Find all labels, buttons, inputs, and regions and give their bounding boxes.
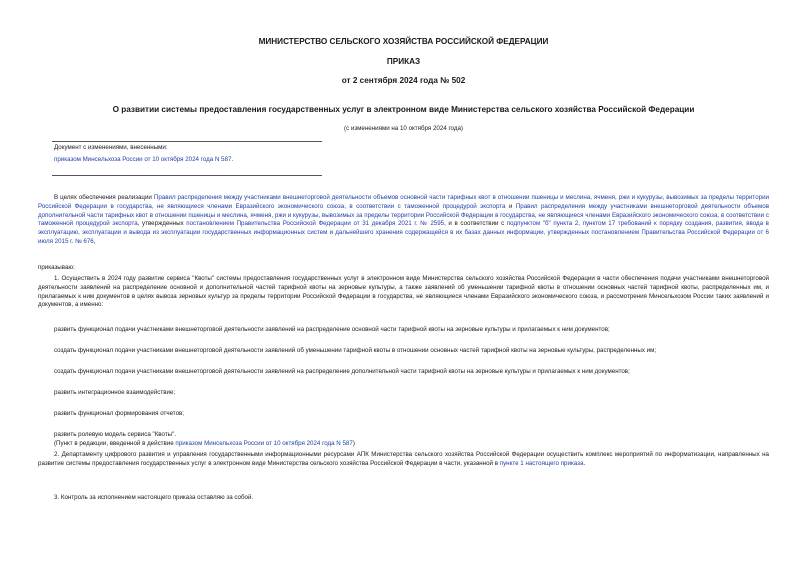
date-number: от 2 сентября 2024 года № 502	[341, 76, 466, 85]
item-2-link[interactable]: пункте 1 настоящего приказа	[499, 459, 584, 467]
preamble-link-rules-additional[interactable]: Правил распределения между участниками внешнеторговой деятельности объемов дополнительной части тарифных квот в отношении пшеницы и меслина, ячменя, ржи и кукурузы, вывозимых за пределы территории Российской Федерации в государства, не являющиеся членами Евразийского экономического союза, в соответствии с таможенной процедурой экспорта	[38, 202, 769, 228]
subitem-5: развить функционал формирования отчетов;	[54, 410, 185, 417]
item-3: 3. Контроль за исполнением настоящего приказа оставляю за собой.	[54, 494, 254, 501]
amendment-text-2: )	[352, 440, 355, 447]
item-1: 1. Осуществить в 2024 году развитие сервиса "Квоты" системы предоставления государственных услуг в электронном виде Министерства сельского хозяйства Российской Федерации в части обеспечения подачи участниками внешнеторговой деятельности заявлений на распределение основной и дополнительной частей тарифной квоты на зерновые культуры, а также заявлений об уменьшении тарифной квоты в отношении основных частей тарифной квоты, распределенных им, и прилагаемых к ним документов в целях вывоза зерновых культур за пределы территории Российской Федерации в государства, не являющиеся членами Евразийского экономического союза, и рассмотрения Минсельхозом России таких заявлений и документов, а именно:	[38, 275, 769, 309]
amendment-note	[38, 440, 769, 449]
document-title: О развитии системы предоставления государственных услуг в электронном виде Министерства сельского хозяйства Российской Федерации	[112, 105, 695, 114]
changes-label: Документ с изменениями, внесенными:	[54, 144, 168, 151]
changes-line	[52, 153, 322, 169]
preamble-link-resolution-2595[interactable]: постановлением Правительства Российской Федерации от 31 декабря 2021 г. № 2595	[186, 220, 445, 228]
item-2-text-2: .	[583, 459, 586, 467]
amendment-link[interactable]: приказом Минсельхоза России от 10 октября 2024 года N 587	[175, 440, 353, 447]
subitem-2: создать функционал подачи участниками внешнеторговой деятельности заявлений об уменьшении тарифной квоты в отношении основных частей тарифной квоты на зерновые культуры, распределенных им;	[54, 347, 657, 354]
preamble-text-1: В целях обеспечения реализации	[54, 194, 154, 201]
amendment-text-1: (Пункт в редакции, введенной в действие	[54, 440, 176, 447]
subitem-6: развить ролевую модель сервиса "Квоты".	[54, 431, 177, 438]
ministry-heading: МИНИСТЕРСТВО СЕЛЬСКОГО ХОЗЯЙСТВА РОССИЙСКОЙ ФЕДЕРАЦИИ	[258, 37, 549, 46]
subitem-3: создать функционал подачи участниками внешнеторговой деятельности заявлений на распределение дополнительной части тарифной квоты на зерновые культуры и прилагаемых к ним документов;	[54, 368, 630, 375]
item-2-text-1: 2. Департаменту цифрового развития и управления государственными информационными ресурсами АПК Министерства сельского хозяйства Российской Федерации осуществить комплекс мероприятий по информатизации, направленных на развитие системы предоставления государственных услуг в электронном виде Министерства сельского хозяйства Российской Федерации в части, указанной в	[38, 451, 769, 467]
changes-box-bottom-rule	[52, 175, 322, 176]
changes-link[interactable]: приказом Минсельхоза России от 10 октября 2024 года N 587	[54, 155, 232, 163]
doc-type: ПРИКАЗ	[386, 57, 421, 66]
preamble-link-requirements-676[interactable]: подпунктом "б" пункта 2, пунктом 17 требований к порядку создания, развития, ввода в эксплуатацию, эксплуатации и вывода из эксплуатации государственных информационных систем и дальнейшего хранения содержащейся в их базах данных информации, утвержденных постановлением Правительства Российской Федерации от 6 июля 2015 г. № 676	[38, 220, 769, 245]
subitem-1: развить функционал подачи участниками внешнеторговой деятельности заявлений на распределение основной части тарифной квоты на зерновые культуры и прилагаемых к ним документов;	[54, 326, 610, 333]
order-word: приказываю:	[38, 264, 75, 271]
preamble-link-rules-main[interactable]: Правил распределения между участниками внешнеторговой деятельности объемов основной части тарифных квот в отношении пшеницы и меслина, ячменя, ржи и кукурузы, вывозимых за пределы территории Российской Федерации в государства, не являющиеся членами Евразийского экономического союза, в соответствии с таможенной процедурой экспорта	[38, 194, 769, 210]
preamble-text-2: и	[505, 202, 516, 210]
preamble-paragraph	[38, 194, 769, 247]
subitem-4: развить интеграционное взаимодействие;	[54, 389, 176, 396]
preamble-text-4: , и в соответствии с	[444, 220, 507, 228]
preamble-text-3: , утвержденных	[137, 220, 187, 228]
changes-box	[52, 141, 322, 176]
changes-link-end: .	[231, 155, 234, 163]
item-2	[38, 451, 769, 469]
revision-note: (с изменениями на 10 октября 2024 года)	[344, 125, 463, 132]
preamble-text-5: ,	[93, 237, 96, 245]
